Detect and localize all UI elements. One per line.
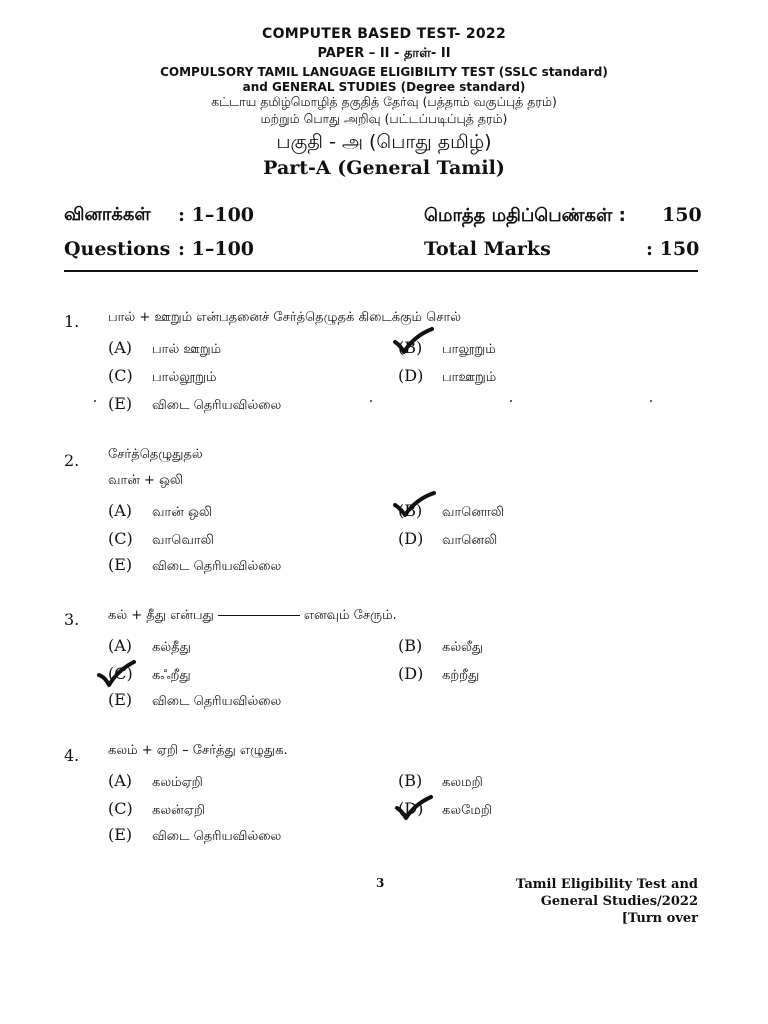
speck — [510, 400, 512, 402]
option-d[interactable] — [398, 366, 496, 386]
option-letter: (B) — [398, 501, 423, 520]
questions-label: Questions — [64, 238, 171, 260]
option-letter: (C) — [108, 664, 133, 683]
questions-label-tamil: வினாக்கள் — [64, 204, 151, 225]
option-c[interactable] — [108, 366, 217, 386]
option-letter: (C) — [108, 366, 133, 385]
option-text: பால் ஊறும் — [152, 342, 222, 357]
option-letter: (B) — [398, 338, 423, 357]
option-text: கலம்ஏறி — [152, 775, 203, 790]
speck — [650, 400, 652, 402]
stem-part-2: எனவும் சேரும். — [303, 608, 397, 623]
option-letter: (C) — [108, 799, 133, 818]
question-number: 4. — [64, 746, 80, 765]
option-letter: (D) — [398, 529, 424, 548]
option-letter: (A) — [108, 771, 133, 790]
footer-line-2: General Studies/2022 — [540, 894, 698, 909]
option-a[interactable] — [108, 636, 191, 656]
option-e[interactable] — [108, 555, 281, 575]
option-text: வான் ஒலி — [152, 505, 213, 520]
option-c[interactable] — [108, 799, 205, 819]
checkmark-icon — [392, 326, 434, 356]
option-letter: (D) — [398, 366, 424, 385]
option-text: கற்றீது — [442, 668, 480, 683]
option-a[interactable] — [108, 771, 203, 791]
option-d[interactable] — [398, 529, 497, 549]
option-e[interactable] — [108, 825, 281, 845]
question-number: 2. — [64, 451, 80, 470]
option-letter: (E) — [108, 690, 133, 709]
option-e[interactable] — [108, 394, 281, 414]
option-text: கலமறி — [442, 775, 483, 790]
total-marks-label: Total Marks — [424, 238, 551, 260]
option-letter: (E) — [108, 394, 133, 413]
option-letter: (B) — [398, 771, 423, 790]
option-text: கலன்ஏறி — [152, 803, 206, 818]
speck — [370, 400, 372, 402]
stem-part-1: கல் + தீது என்பது — [108, 608, 214, 623]
option-e[interactable] — [108, 690, 281, 710]
option-letter: (B) — [398, 636, 423, 655]
option-text: பால்லூறும் — [152, 370, 217, 385]
test-name-line: COMPULSORY TAMIL LANGUAGE ELIGIBILITY TEST (SSLC standard) — [160, 65, 608, 79]
option-letter: (A) — [108, 501, 133, 520]
option-text: விடை தெரியவில்லை — [152, 398, 282, 413]
option-text: பாலூறும் — [442, 342, 496, 357]
footer-line-1: Tamil Eligibility Test and — [515, 877, 698, 892]
checkmark-icon — [392, 490, 436, 520]
option-letter: (E) — [108, 825, 133, 844]
checkmark-icon — [96, 658, 138, 688]
part-title: Part-A (General Tamil) — [263, 157, 505, 179]
option-text: விடை தெரியவில்லை — [152, 694, 282, 709]
page-number: 3 — [376, 876, 385, 890]
header-divider — [64, 270, 698, 272]
checkmark-icon — [394, 794, 434, 822]
option-letter: (C) — [108, 529, 133, 548]
option-text: பாஊறும் — [442, 370, 497, 385]
speck — [94, 400, 96, 402]
option-letter: (E) — [108, 555, 133, 574]
option-text: கஃறீது — [152, 668, 191, 683]
answer-blank — [218, 615, 300, 616]
option-letter: (D) — [398, 664, 424, 683]
option-text: வாவொலி — [152, 533, 214, 548]
question-stem: சேர்த்தெழுதுதல் — [108, 447, 203, 462]
part-title-tamil: பகுதி - அ (பொது தமிழ்) — [276, 131, 492, 153]
footer-note — [516, 876, 698, 927]
test-name-tamil: கட்டாய தமிழ்மொழித் தகுதித் தேர்வு (பத்தாம் வகுப்புத் தரம்) — [211, 94, 557, 109]
question-stem — [108, 608, 397, 624]
exam-title: COMPUTER BASED TEST- 2022 — [262, 26, 506, 42]
turn-over-note: [Turn over — [621, 911, 698, 926]
questions-range: : 1–100 — [178, 238, 255, 260]
option-text: கல்லீது — [442, 640, 484, 655]
question-number: 3. — [64, 610, 80, 629]
question-stem: பால் + ஊறும் என்பதனைச் சேர்த்தெழுதக் கிடைக்கும் சொல் — [108, 310, 462, 325]
test-name-tamil-2: மற்றும் பொது அறிவு (பட்டப்படிப்புத் தரம்) — [260, 111, 508, 126]
paper-title: PAPER – II - தாள்- II — [317, 46, 451, 61]
option-a[interactable] — [108, 338, 221, 358]
total-marks-value: : 150 — [646, 238, 700, 260]
question-number: 1. — [64, 312, 80, 331]
option-text: விடை தெரியவில்லை — [152, 829, 282, 844]
total-marks-label-tamil: மொத்த மதிப்பெண்கள் : — [424, 205, 626, 226]
question-stem: கலம் + ஏறி – சேர்த்து எழுதுக. — [108, 743, 288, 758]
questions-range-tamil: : 1–100 — [178, 204, 255, 226]
option-letter: (A) — [108, 338, 133, 357]
option-text: வானொலி — [442, 505, 504, 520]
option-letter: (D) — [398, 799, 424, 818]
option-a[interactable] — [108, 501, 212, 521]
question-stem-line-2: வான் + ஒலி — [108, 473, 184, 488]
option-text: விடை தெரியவில்லை — [152, 559, 282, 574]
option-b[interactable] — [398, 636, 483, 656]
test-name-line-2: and GENERAL STUDIES (Degree standard) — [242, 80, 526, 94]
option-text: கலமேறி — [442, 803, 492, 818]
option-text: கல்தீது — [152, 640, 191, 655]
option-b[interactable] — [398, 771, 483, 791]
total-marks-value-tamil: 150 — [662, 204, 702, 226]
option-letter: (A) — [108, 636, 133, 655]
option-text: வானெலி — [442, 533, 498, 548]
option-c[interactable] — [108, 529, 214, 549]
option-d[interactable] — [398, 664, 479, 684]
